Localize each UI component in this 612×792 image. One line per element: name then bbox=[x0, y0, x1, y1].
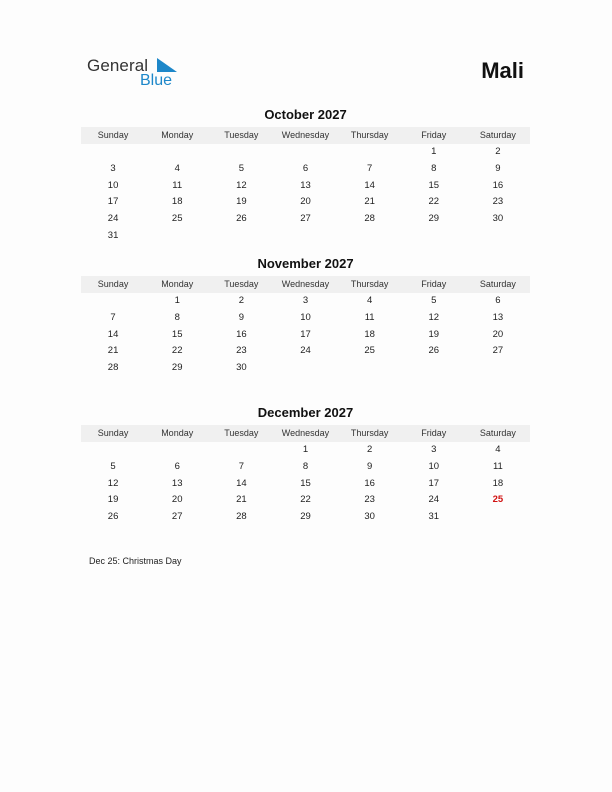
day-cell bbox=[145, 442, 209, 459]
weekday-label: Thursday bbox=[350, 130, 389, 140]
weekday-header-row bbox=[81, 425, 530, 442]
country-title: Mali bbox=[481, 58, 524, 83]
day-cell: 3 bbox=[431, 444, 437, 455]
day-cell: 13 bbox=[300, 179, 311, 191]
day-cell: 25 bbox=[171, 213, 183, 225]
day-cell: 1 bbox=[174, 295, 180, 306]
day-cell: 18 bbox=[364, 328, 375, 340]
weekday-label: Monday bbox=[161, 130, 194, 140]
weekday-label: Wednesday bbox=[281, 428, 330, 438]
day-cell: 30 bbox=[492, 213, 504, 225]
day-cell: 18 bbox=[171, 196, 183, 208]
day-cell: 3 bbox=[110, 162, 116, 174]
day-cell: 20 bbox=[171, 494, 183, 506]
calendar-month-october bbox=[81, 106, 530, 245]
day-cell: 13 bbox=[171, 477, 183, 489]
day-cell bbox=[81, 442, 145, 459]
day-cell: 18 bbox=[492, 477, 504, 489]
logo-text-general: General bbox=[87, 56, 149, 75]
day-cell: 9 bbox=[495, 162, 501, 174]
day-cell bbox=[338, 144, 402, 161]
weekday-label: Sunday bbox=[97, 279, 129, 289]
month-title: October 2027 bbox=[264, 107, 347, 122]
day-cell: 2 bbox=[495, 146, 501, 157]
weekday-header-row bbox=[81, 127, 530, 144]
day-cell: 7 bbox=[238, 460, 244, 472]
day-cell: 27 bbox=[171, 511, 183, 523]
day-cell bbox=[402, 228, 466, 245]
day-cell: 14 bbox=[107, 328, 119, 340]
day-cell: 28 bbox=[107, 362, 119, 374]
day-cell: 31 bbox=[428, 511, 440, 523]
day-cell: 28 bbox=[236, 511, 247, 523]
day-cell: 31 bbox=[107, 229, 119, 241]
day-cell: 14 bbox=[364, 179, 375, 191]
day-cell: 17 bbox=[428, 477, 440, 489]
day-cell: 3 bbox=[302, 295, 309, 306]
day-cell: 21 bbox=[107, 345, 119, 357]
day-cell: 19 bbox=[428, 328, 440, 340]
week-row bbox=[81, 509, 530, 526]
day-cell: 14 bbox=[236, 477, 247, 489]
day-cell: 22 bbox=[300, 494, 311, 506]
day-cell: 23 bbox=[236, 345, 247, 357]
weekday-label: Tuesday bbox=[224, 428, 259, 438]
week-row bbox=[81, 178, 530, 195]
week-row bbox=[81, 476, 530, 493]
day-cell: 29 bbox=[428, 213, 440, 225]
week-row bbox=[81, 211, 530, 228]
week-row bbox=[81, 310, 530, 327]
day-cell: 16 bbox=[364, 477, 375, 489]
day-cell: 12 bbox=[107, 477, 119, 489]
week-row bbox=[81, 442, 530, 459]
day-cell: 26 bbox=[428, 345, 440, 357]
day-cell: 4 bbox=[174, 162, 180, 174]
day-cell: 29 bbox=[300, 511, 311, 523]
day-cell bbox=[338, 360, 402, 377]
day-cell bbox=[273, 144, 337, 161]
week-row bbox=[81, 194, 530, 211]
day-cell: 17 bbox=[300, 328, 311, 340]
day-cell: 22 bbox=[428, 196, 440, 208]
weekday-label: Friday bbox=[421, 279, 447, 289]
day-cell: 4 bbox=[495, 444, 501, 455]
month-title: December 2027 bbox=[257, 405, 354, 420]
week-row bbox=[81, 343, 530, 360]
day-cell: 24 bbox=[107, 213, 119, 225]
day-cell bbox=[466, 360, 530, 377]
generalblue-logo bbox=[87, 56, 187, 92]
day-cell: 2 bbox=[366, 444, 373, 455]
weekday-label: Wednesday bbox=[281, 279, 330, 289]
day-cell: 23 bbox=[492, 196, 504, 208]
day-cell bbox=[209, 144, 273, 161]
day-cell: 9 bbox=[366, 460, 373, 472]
weekday-header-row bbox=[81, 276, 530, 293]
day-cell: 15 bbox=[171, 328, 183, 340]
week-row bbox=[81, 327, 530, 344]
week-row bbox=[81, 293, 530, 310]
day-cell bbox=[145, 228, 209, 245]
day-cell: 23 bbox=[364, 494, 375, 506]
day-cell: 19 bbox=[107, 494, 119, 506]
day-cell bbox=[402, 360, 466, 377]
day-cell: 8 bbox=[431, 162, 437, 174]
weekday-label: Tuesday bbox=[224, 130, 259, 140]
day-cell bbox=[81, 293, 145, 310]
calendar-month-november bbox=[81, 255, 530, 377]
day-cell: 7 bbox=[366, 162, 373, 174]
day-cell bbox=[466, 509, 530, 526]
day-cell: 30 bbox=[364, 511, 375, 523]
day-cell: 15 bbox=[428, 179, 440, 191]
holiday-note: Dec 25: Christmas Day bbox=[89, 556, 182, 566]
day-cell: 2 bbox=[238, 295, 244, 306]
day-cell: 21 bbox=[236, 494, 247, 506]
day-cell: 4 bbox=[366, 295, 373, 306]
day-cell: 17 bbox=[107, 196, 119, 208]
day-cell bbox=[209, 228, 273, 245]
day-cell: 9 bbox=[238, 311, 244, 323]
weekday-label: Sunday bbox=[97, 428, 129, 438]
day-cell: 5 bbox=[110, 460, 116, 472]
day-cell: 28 bbox=[364, 213, 375, 225]
weekday-label: Thursday bbox=[350, 428, 389, 438]
day-cell: 6 bbox=[302, 162, 309, 174]
week-row bbox=[81, 360, 530, 377]
day-cell: 1 bbox=[431, 146, 437, 157]
day-cell: 20 bbox=[300, 196, 311, 208]
day-cell: 30 bbox=[236, 362, 247, 374]
day-cell: 15 bbox=[300, 477, 311, 489]
day-cell: 21 bbox=[364, 196, 375, 208]
day-cell: 11 bbox=[364, 311, 375, 323]
week-row bbox=[81, 492, 530, 509]
day-cell: 8 bbox=[174, 311, 180, 323]
day-cell: 25 bbox=[364, 345, 375, 357]
week-row bbox=[81, 144, 530, 161]
day-cell: 19 bbox=[236, 196, 247, 208]
day-cell: 12 bbox=[428, 311, 440, 323]
day-cell: 12 bbox=[236, 179, 247, 191]
week-row bbox=[81, 459, 530, 476]
calendar-month-december bbox=[81, 404, 530, 526]
week-row bbox=[81, 161, 530, 178]
logo-text-blue: Blue bbox=[140, 72, 173, 89]
day-cell: 10 bbox=[107, 179, 119, 191]
week-row bbox=[81, 228, 530, 245]
month-title: November 2027 bbox=[257, 256, 354, 271]
day-cell: 20 bbox=[492, 328, 504, 340]
day-cell: 26 bbox=[236, 213, 247, 225]
day-cell: 5 bbox=[238, 162, 244, 174]
day-cell bbox=[209, 442, 273, 459]
weekday-label: Thursday bbox=[350, 279, 389, 289]
weekday-label: Sunday bbox=[97, 130, 129, 140]
day-cell: 16 bbox=[236, 328, 247, 340]
day-cell: 6 bbox=[495, 295, 501, 306]
day-cell: 24 bbox=[300, 345, 311, 357]
weekday-label: Saturday bbox=[479, 428, 516, 438]
day-cell bbox=[273, 360, 337, 377]
weekday-label: Tuesday bbox=[224, 279, 259, 289]
day-cell: 16 bbox=[492, 179, 504, 191]
holiday-day-cell: 25 bbox=[492, 494, 504, 506]
day-cell: 24 bbox=[428, 494, 440, 506]
weekday-label: Monday bbox=[161, 428, 194, 438]
weekday-label: Saturday bbox=[479, 130, 516, 140]
day-cell: 7 bbox=[110, 311, 116, 323]
day-cell bbox=[338, 228, 402, 245]
day-cell: 1 bbox=[302, 444, 309, 455]
day-cell: 13 bbox=[492, 311, 504, 323]
weekday-label: Friday bbox=[421, 130, 447, 140]
day-cell: 11 bbox=[492, 460, 503, 472]
day-cell: 10 bbox=[300, 311, 311, 323]
weekday-label: Friday bbox=[421, 428, 447, 438]
day-cell: 11 bbox=[172, 179, 183, 191]
day-cell: 5 bbox=[431, 295, 437, 306]
day-cell: 8 bbox=[302, 460, 309, 472]
weekday-label: Wednesday bbox=[281, 130, 330, 140]
day-cell bbox=[273, 228, 337, 245]
day-cell: 27 bbox=[492, 345, 504, 357]
day-cell: 22 bbox=[171, 345, 183, 357]
day-cell: 10 bbox=[428, 460, 440, 472]
day-cell: 6 bbox=[174, 460, 180, 472]
day-cell: 26 bbox=[107, 511, 119, 523]
day-cell: 27 bbox=[300, 213, 311, 225]
day-cell: 29 bbox=[171, 362, 183, 374]
day-cell bbox=[145, 144, 209, 161]
day-cell bbox=[466, 228, 530, 245]
weekday-label: Monday bbox=[161, 279, 194, 289]
weekday-label: Saturday bbox=[479, 279, 516, 289]
day-cell bbox=[81, 144, 145, 161]
